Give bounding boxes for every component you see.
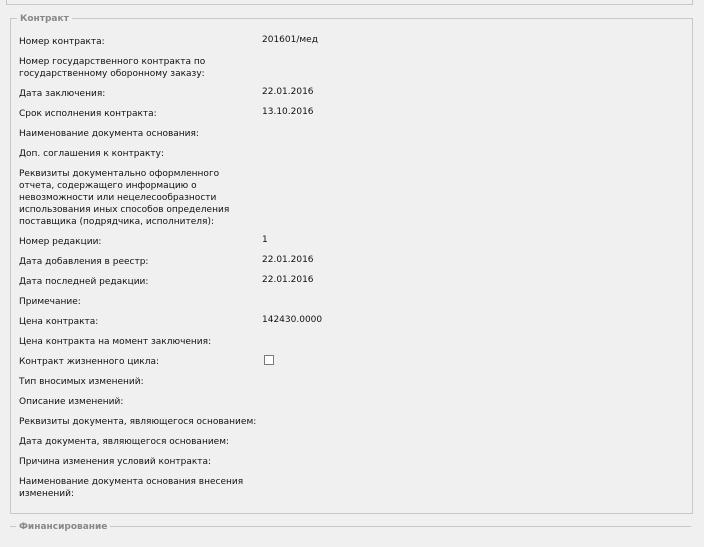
value-contract-number: 201601/мед [262,35,318,45]
label-basis-document-name: Наименование документа основания: [19,129,199,139]
label-basis-document-date: Дата документа, являющегося основанием: [19,437,230,447]
value-conclusion-date: 22.01.2016 [262,87,314,97]
financing-fieldset [10,522,691,547]
label-basis-document-requisites: Реквизиты документа, являющегося основанием: [19,417,257,427]
label-contract-price: Цена контракта: [19,317,99,327]
label-conclusion-date: Дата заключения: [19,89,106,99]
label-report-requisites: Реквизиты документально оформленного отчета, содержащего информацию о невозможности или нецелесообразности использования иных способов определения поставщика (подрядчика, исполнителя): [19,169,230,227]
label-change-basis-document-name: Наименование документа основания внесения изменений: [19,477,244,499]
value-contract-price: 142430.0000 [262,315,323,325]
label-registry-added-date: Дата добавления в реестр: [19,257,149,267]
label-change-reason: Причина изменения условий контракта: [19,457,212,467]
value-last-revision-date: 22.01.2016 [262,275,314,285]
label-contract-number: Номер контракта: [19,37,105,47]
label-last-revision-date: Дата последней редакции: [19,277,149,287]
financing-section-title: Финансирование [16,522,110,532]
label-price-at-conclusion: Цена контракта на момент заключения: [19,337,212,347]
label-execution-term: Срок исполнения контракта: [19,109,157,119]
section-title: Контракт [17,14,72,24]
value-registry-added-date: 22.01.2016 [262,255,314,265]
previous-section-frame [6,0,693,5]
label-state-defense-contract-number: Номер государственного контракта по государственному оборонному заказу: [19,57,206,79]
value-execution-term: 13.10.2016 [262,107,314,117]
label-note: Примечание: [19,297,81,307]
value-revision-number: 1 [262,235,268,245]
label-additional-agreements: Доп. соглашения к контракту: [19,149,165,159]
label-lifecycle-contract: Контракт жизненного цикла: [19,357,160,367]
label-change-description: Описание изменений: [19,397,124,407]
contract-fieldset [10,14,693,514]
label-revision-number: Номер редакции: [19,237,102,247]
label-change-type: Тип вносимых изменений: [19,377,144,387]
lifecycle-contract-checkbox[interactable] [264,355,274,365]
